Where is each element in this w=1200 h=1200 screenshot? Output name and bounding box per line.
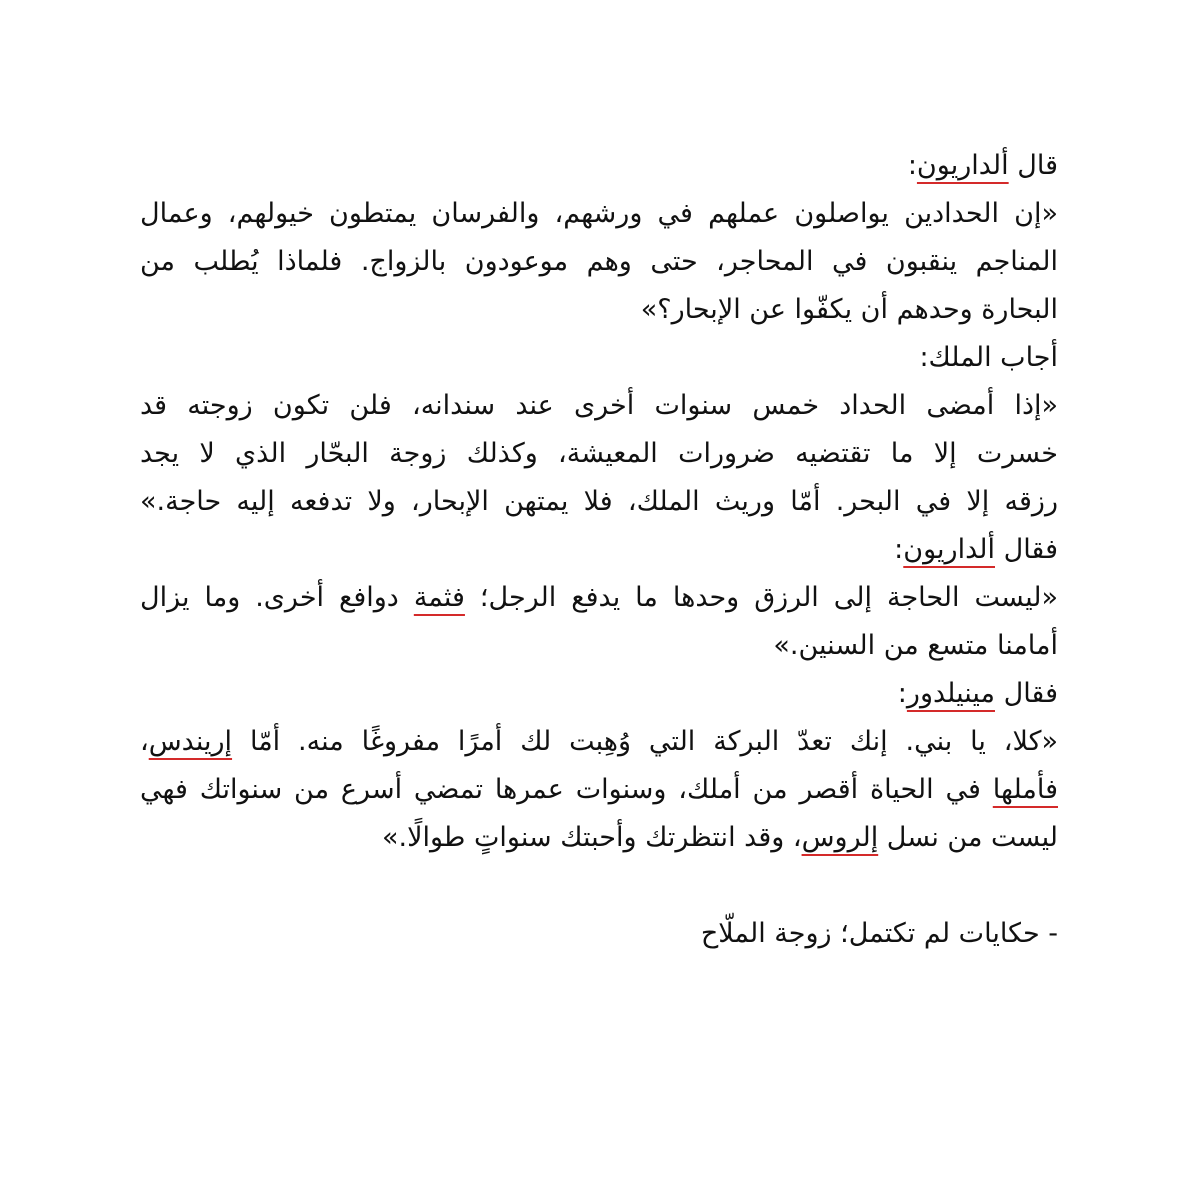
passage-text — [140, 142, 1058, 958]
text-span: : — [894, 534, 904, 565]
quote-line — [140, 766, 1058, 814]
source-attribution: - حكايات لم تكتمل؛ زوجة الملّاح — [700, 918, 1058, 949]
spellcheck-underlined-word: مينيلدور — [906, 678, 995, 709]
text-span: دوافع أخرى. وما يزال — [140, 582, 414, 613]
text-span: في الحياة أقصر من أملك، وسنوات عمرها تمضي أسرع من سنواتك فهي — [140, 774, 993, 805]
quote-line — [140, 718, 1058, 766]
text-span: قال — [1008, 150, 1058, 181]
quote-line — [140, 238, 1058, 286]
text-span: «إذا أمضى الحداد خمس سنوات أخرى عند سندانه، فلن تكون زوجته قد — [140, 390, 1058, 421]
spellcheck-underlined-word: إلروس — [801, 822, 879, 853]
quote-line — [140, 478, 1058, 526]
quote-line — [140, 190, 1058, 238]
speaker-line — [140, 142, 1058, 190]
quote-line — [140, 574, 1058, 622]
text-span: البحارة وحدهم أن يكفّوا عن الإبحار؟» — [640, 294, 1058, 325]
spellcheck-underlined-word: ألداريون — [916, 150, 1009, 181]
text-span: «ليست الحاجة إلى الرزق وحدها ما يدفع الرجل؛ — [464, 582, 1059, 613]
speaker-line — [140, 670, 1058, 718]
text-span: «إن الحدادين يواصلون عملهم في ورشهم، والفرسان يمتطون خيولهم، وعمال — [140, 198, 1058, 229]
quote-line — [140, 430, 1058, 478]
quote-line — [140, 622, 1058, 670]
text-span: أمامنا متسع من السنين.» — [773, 630, 1058, 661]
spellcheck-underlined-word: فأملها — [992, 774, 1058, 805]
text-span: : — [907, 150, 917, 181]
speaker-line — [140, 526, 1058, 574]
spellcheck-underlined-word: ألداريون — [903, 534, 995, 565]
text-span: فقال — [995, 678, 1058, 709]
spellcheck-underlined-word: إريندس — [148, 726, 233, 757]
text-span: «كلا، يا بني. إنك تعدّ البركة التي وُهِبت لك أمرًا مفروغًا منه. أمّا — [232, 726, 1058, 757]
text-span: المناجم ينقبون في المحاجر، حتى وهم موعودون بالزواج. فلماذا يُطلب من — [140, 246, 1058, 277]
text-span: رزقه إلا في البحر. أمّا وريث الملك، فلا يمتهن الإبحار، ولا تدفعه إليه حاجة.» — [140, 486, 1058, 517]
text-span: أجاب الملك: — [919, 342, 1058, 373]
spellcheck-underlined-word: فثمة — [413, 582, 465, 613]
text-span: ، وقد انتظرتك وأحبتك سنواتٍ طوالًا.» — [381, 822, 802, 853]
text-span: ، — [140, 726, 149, 757]
quote-line — [140, 382, 1058, 430]
speaker-line — [140, 334, 1058, 382]
quote-line — [140, 286, 1058, 334]
text-span: خسرت إلا ما تقتضيه ضرورات المعيشة، وكذلك زوجة البحّار الذي لا يجد — [140, 438, 1058, 469]
blank-line — [140, 862, 1058, 910]
quote-line — [140, 814, 1058, 862]
text-span: ليست من نسل — [878, 822, 1058, 853]
text-span: : — [897, 678, 907, 709]
text-span: فقال — [995, 534, 1058, 565]
